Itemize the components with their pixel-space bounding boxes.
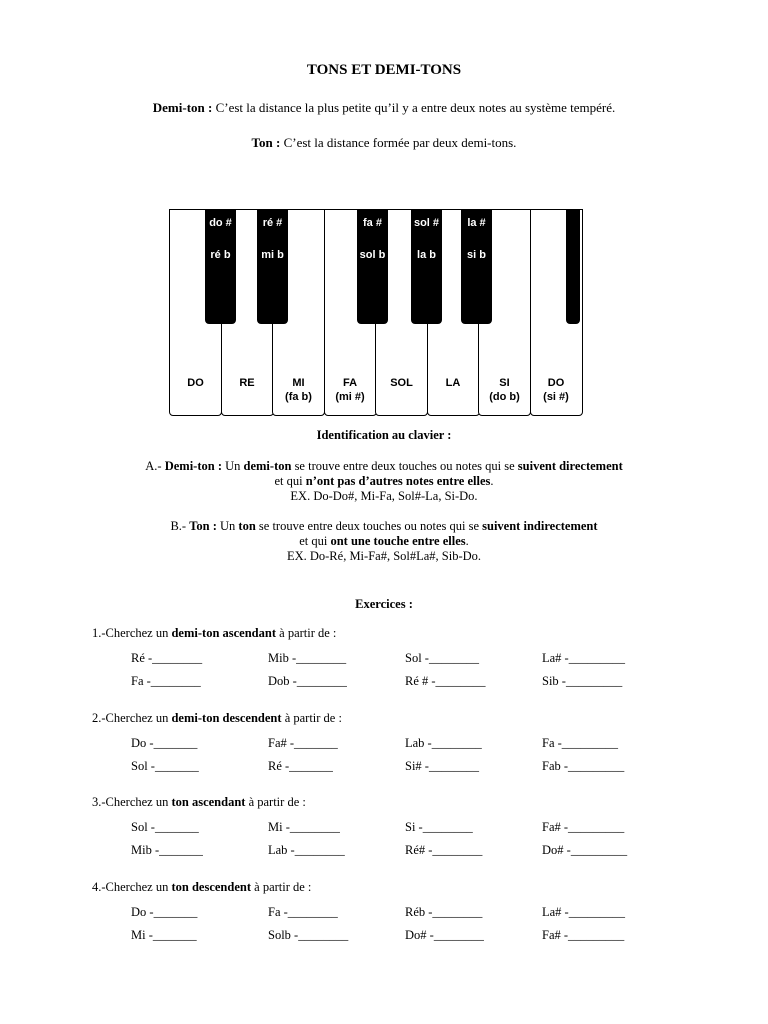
white-key-label bbox=[273, 376, 324, 404]
white-key-alt-note: (si #) bbox=[543, 391, 569, 403]
ton-rule-line1 bbox=[0, 519, 768, 534]
exercise-interval: demi-ton descendent bbox=[171, 711, 282, 725]
white-key-note: FA bbox=[342, 377, 358, 389]
exercises-heading: Exercices : bbox=[355, 597, 413, 611]
exercise-answer-blank: Dob -________ bbox=[268, 674, 347, 688]
exercise-answer-blank: Ré # -________ bbox=[405, 674, 486, 688]
exercise-answer-blank: Ré -_______ bbox=[268, 759, 333, 773]
rule-prefix: A.- bbox=[145, 459, 165, 473]
exercise-answer-blank: Lab -________ bbox=[405, 736, 482, 750]
exercise-answer-blank: Sol -_______ bbox=[131, 820, 199, 834]
black-key-sharp: ré # bbox=[262, 217, 283, 229]
definition-ton bbox=[0, 135, 768, 151]
definition-term: Demi-ton : bbox=[152, 100, 213, 115]
rule-term: Demi-ton : bbox=[164, 459, 222, 473]
exercise-answer-blank: Fa -________ bbox=[268, 905, 338, 919]
black-key bbox=[357, 209, 388, 324]
exercise-answer-blank: Fa# -_______ bbox=[268, 736, 338, 750]
black-key-sharp: fa # bbox=[363, 217, 382, 229]
exercise-answer-blank: Solb -________ bbox=[268, 928, 349, 942]
page-title: TONS ET DEMI-TONS bbox=[306, 62, 462, 78]
rule-bold: ton bbox=[238, 519, 256, 533]
black-key-flat: si b bbox=[467, 249, 486, 261]
exercise-rest: à partir de : bbox=[251, 880, 312, 894]
exercise-answer-blank: Mi -_______ bbox=[131, 928, 197, 942]
rule-bold: suivent directement bbox=[517, 459, 623, 473]
black-key-sharp: la # bbox=[467, 217, 486, 229]
rule-text: et qui bbox=[274, 474, 306, 488]
exercise-answer-blank: Sol -_______ bbox=[131, 759, 199, 773]
exercise-answer-blank: Ré# -________ bbox=[405, 843, 483, 857]
black-key-sharp: do # bbox=[209, 217, 232, 229]
exercise-answer-blank: Fa# -_________ bbox=[542, 928, 625, 942]
exercise-answer-blank: Mi -________ bbox=[268, 820, 340, 834]
rule-text: se trouve entre deux touches ou notes qui se bbox=[291, 459, 518, 473]
white-key-label bbox=[376, 376, 427, 390]
exercise-answer-blank: Do# -_________ bbox=[542, 843, 628, 857]
black-key-flat: sol b bbox=[359, 249, 386, 261]
exercise-number: 3.-Cherchez un bbox=[92, 795, 172, 809]
rule-text: . bbox=[465, 534, 469, 548]
exercise-rest: à partir de : bbox=[245, 795, 306, 809]
exercise-answer-blank: Si -________ bbox=[405, 820, 473, 834]
rule-text: se trouve entre deux touches ou notes qui se bbox=[255, 519, 483, 533]
white-key-alt-note: (fa b) bbox=[285, 391, 312, 403]
black-key bbox=[257, 209, 288, 324]
exercise-answer-blank: Sib -_________ bbox=[542, 674, 623, 688]
black-key-flat: mi b bbox=[261, 249, 284, 261]
white-key-label bbox=[325, 376, 376, 404]
exercise-instruction bbox=[92, 711, 342, 726]
exercise-number: 2.-Cherchez un bbox=[92, 711, 172, 725]
exercise-answer-blank: Fa -________ bbox=[131, 674, 201, 688]
exercise-answer-blank: La# -_________ bbox=[542, 651, 625, 665]
exercise-number: 1.-Cherchez un bbox=[92, 626, 172, 640]
demi-ton-rule-line1 bbox=[0, 459, 768, 474]
rule-bold: n’ont pas d’autres notes entre elles bbox=[305, 474, 491, 488]
exercise-rest: à partir de : bbox=[281, 711, 342, 725]
rule-text: Un bbox=[221, 459, 244, 473]
white-key-note: MI bbox=[292, 377, 305, 389]
exercise-answer-blank: Sol -________ bbox=[405, 651, 479, 665]
demi-ton-rule-line2 bbox=[0, 474, 768, 489]
black-key bbox=[411, 209, 442, 324]
white-key-note: SOL bbox=[390, 377, 413, 389]
rule-prefix: B.- bbox=[170, 519, 190, 533]
exercise-answer-blank: Ré -________ bbox=[131, 651, 203, 665]
exercise-answer-blank: Fab -_________ bbox=[542, 759, 625, 773]
exercise-answer-blank: La# -_________ bbox=[542, 905, 625, 919]
white-key-note: DO bbox=[187, 377, 204, 389]
black-key-sharp: sol # bbox=[413, 217, 440, 229]
exercise-instruction bbox=[92, 626, 336, 641]
definition-text: C’est la distance la plus petite qu’il y a entre deux notes au système tempéré. bbox=[212, 100, 616, 115]
rule-text: Un bbox=[216, 519, 239, 533]
definition-demi-ton bbox=[0, 100, 768, 116]
black-key bbox=[205, 209, 236, 324]
exercise-answer-blank: Réb -________ bbox=[405, 905, 483, 919]
white-key-note: RE bbox=[239, 377, 255, 389]
exercise-rest: à partir de : bbox=[276, 626, 337, 640]
demi-ton-rule bbox=[0, 459, 768, 504]
exercise-interval: ton ascendant bbox=[171, 795, 246, 809]
piano-keyboard bbox=[169, 209, 583, 418]
black-key bbox=[461, 209, 492, 324]
rule-text: . bbox=[490, 474, 494, 488]
black-key-flat: la b bbox=[417, 249, 436, 261]
white-key-label bbox=[170, 376, 221, 390]
black-key-flat: ré b bbox=[210, 249, 231, 261]
exercise-answer-blank: Lab -________ bbox=[268, 843, 345, 857]
rule-bold: suivent indirectement bbox=[482, 519, 598, 533]
white-key-label bbox=[531, 376, 582, 404]
white-key-label bbox=[479, 376, 530, 404]
identification-heading: Identification au clavier : bbox=[316, 428, 452, 442]
ton-rule bbox=[0, 519, 768, 564]
white-key-label bbox=[222, 376, 273, 390]
exercise-answer-blank: Do -_______ bbox=[131, 905, 198, 919]
exercise-instruction bbox=[92, 880, 311, 895]
exercise-interval: ton descendent bbox=[171, 880, 252, 894]
exercise-instruction bbox=[92, 795, 306, 810]
white-key-alt-note: (do b) bbox=[489, 391, 520, 403]
demi-ton-examples: EX. Do-Do#, Mi-Fa, Sol#-La, Si-Do. bbox=[290, 489, 478, 503]
ton-rule-line2 bbox=[0, 534, 768, 549]
exercise-answer-blank: Do# -________ bbox=[405, 928, 484, 942]
ton-examples: EX. Do-Ré, Mi-Fa#, Sol#La#, Sib-Do. bbox=[286, 549, 482, 563]
rule-bold: ont une touche entre elles bbox=[330, 534, 466, 548]
white-key-label bbox=[428, 376, 479, 390]
rule-term: Ton : bbox=[189, 519, 217, 533]
white-key-alt-note: (mi #) bbox=[335, 391, 365, 403]
rule-text: et qui bbox=[299, 534, 331, 548]
white-key-note: LA bbox=[445, 377, 461, 389]
exercise-number: 4.-Cherchez un bbox=[92, 880, 172, 894]
white-key-note: SI bbox=[499, 377, 510, 389]
exercise-answer-blank: Fa# -_________ bbox=[542, 820, 625, 834]
rule-bold: demi-ton bbox=[243, 459, 292, 473]
exercise-answer-blank: Fa -_________ bbox=[542, 736, 619, 750]
definition-term: Ton : bbox=[251, 135, 281, 150]
exercise-answer-blank: Mib -________ bbox=[268, 651, 347, 665]
black-key bbox=[566, 209, 580, 324]
exercise-interval: demi-ton ascendant bbox=[171, 626, 277, 640]
exercise-answer-blank: Do -_______ bbox=[131, 736, 198, 750]
definition-text: C’est la distance formée par deux demi-tons. bbox=[280, 135, 517, 150]
exercise-answer-blank: Mib -_______ bbox=[131, 843, 203, 857]
white-key-note: DO bbox=[547, 377, 565, 389]
exercise-answer-blank: Si# -________ bbox=[405, 759, 479, 773]
